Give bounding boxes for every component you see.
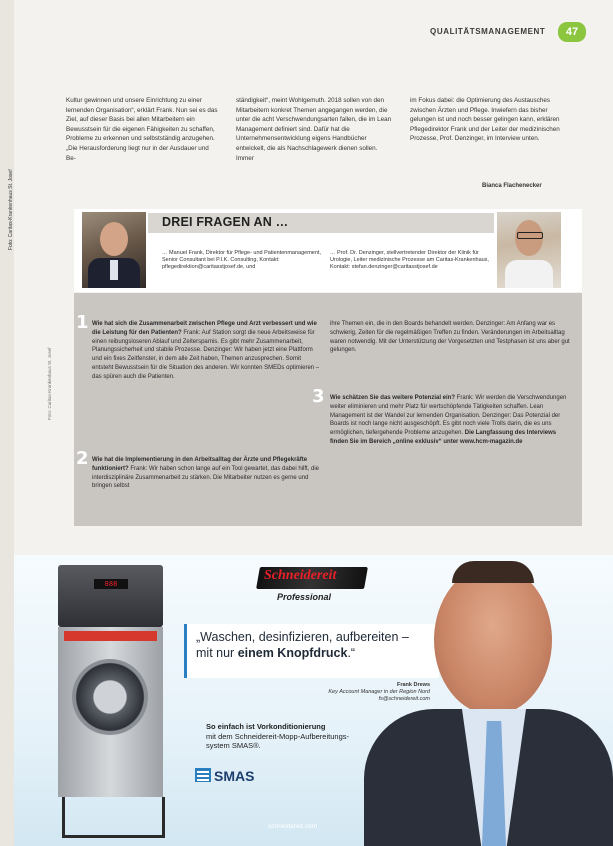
hair-shape bbox=[452, 561, 534, 583]
person-title: Key Account Manager in der Region Nord bbox=[328, 689, 430, 695]
person-subline: fs@schneidereit.com bbox=[378, 696, 430, 702]
quote-emphasis: einem Knopfdruck bbox=[237, 646, 348, 660]
question-number-1: 1 bbox=[76, 312, 89, 333]
article-column-2: ständigkeit“, meint Wohlgemuth. 2018 sollen von den Mitarbeitern konkret Themen angegangen werden, die unter die acht Verschwendungsarten fallen, die im Lean Management definiert sind. Dafür hat die Unternehmensentwicklung eigens Handbücher entwickelt, die als Nachschlagewerk dienen sollen. Immer bbox=[236, 97, 392, 162]
question-2: Wie hat die Implementierung in den Arbeitsalltag der Ärzte und Pflegekräfte funktioniert? bbox=[92, 457, 308, 472]
schneidereit-advertisement bbox=[14, 555, 613, 846]
brand-logo: Schneidereit bbox=[264, 568, 337, 583]
ad-url: schneidereit.com bbox=[268, 823, 318, 830]
portrait-frank bbox=[82, 212, 146, 288]
portrait-denzinger bbox=[497, 212, 561, 288]
machine-top bbox=[58, 565, 163, 627]
qa-1 bbox=[92, 320, 324, 382]
shirt-shape bbox=[110, 260, 118, 280]
photo-credit: Foto: Caritas-Krankenhaus St. Josef bbox=[47, 347, 52, 420]
machine-red-stripe bbox=[64, 631, 157, 641]
article-column-3: im Fokus dabei: die Optimierung des Austausches zwischen Ärzten und Pflege. Inwiefern das bisher gelungen ist und noch besser gelingen kann, erklären Pflegedirektor Frank und der Leiter der medizinischen Prozesse, Prof. Denzinger, im Interview unten. bbox=[410, 97, 560, 143]
quote-line-2: mit nur einem Knopfdruck.“ bbox=[196, 646, 356, 660]
face-shape bbox=[100, 222, 128, 256]
ad-portrait-man bbox=[364, 559, 613, 846]
article-column-1: Kultur gewinnen und unsere Einrichtung zu einer lernenden Organisation“, erklärt Frank. Nun sei es das Ziel, auf dieser Basis bei allen Mitarbeitern ein Bewusstsein für die eigenen Fähigkeiten zu schaffen, Probleme zu erkennen und selbstständig anzugehen. „Die Herausforderung liegt nur in der Ausdauer und Be- bbox=[66, 97, 218, 162]
coat-shape bbox=[505, 260, 553, 288]
author-name: Bianca Flachenecker bbox=[482, 183, 542, 189]
long-version-note: Die Langfassung des Interviews finden Sie im Bereich „online exklusiv“ unter www.hcm-magazin.de bbox=[330, 430, 557, 445]
brand-subtitle: Professional bbox=[277, 592, 332, 602]
side-credit: Foto: Caritas-Krankenhaus St. Josef bbox=[8, 169, 14, 250]
qa-1-continued: ihre Themen ein, die in den Boards behandelt werden. Denzinger: Am Anfang war es schwierig, Zeiten für die regelmäßigen Treffen zu finden. Veränderungen im Arbeitsalltag waren notwendig. Mit der Unterstützung der Vorgesetzten und Testphasen ist uns aber gut gelungen. bbox=[330, 321, 570, 354]
person-name: Frank Drews bbox=[396, 682, 430, 688]
question-3: Wie schätzen Sie das weitere Potenzial ein? bbox=[330, 395, 455, 401]
face-shape bbox=[434, 565, 552, 715]
quote-line-1: „Waschen, desinfizieren, aufbereiten – bbox=[196, 630, 409, 644]
question-number-2: 2 bbox=[76, 448, 89, 469]
page-number: 47 bbox=[558, 22, 586, 42]
machine-display: 888 bbox=[94, 579, 128, 589]
qa-2 bbox=[92, 456, 324, 491]
smas-logo-text: SMAS bbox=[214, 768, 255, 784]
smas-logo bbox=[195, 766, 263, 784]
question-number-3: 3 bbox=[312, 386, 325, 407]
glasses-icon bbox=[517, 232, 543, 239]
section-title: QUALITÄTSMANAGEMENT bbox=[430, 27, 546, 36]
machine-door bbox=[72, 659, 148, 735]
ad-claim: So einfach ist Vorkonditionierung mit dem Schneidereit-Mopp-Aufbereitungs- system SMAS®. bbox=[206, 722, 349, 750]
interviewee-1: … Manuel Frank, Direktor für Pflege- und Patientenmanagement, Senior Consultant bei P.I.K. Consulting, Kontakt: pflegedirektion@caritasstjosef.de, und bbox=[162, 250, 321, 270]
question-1: Wie hat sich die Zusammenarbeit zwischen Pflege und Arzt verbessert und wie die Leistung für den Patienten? bbox=[92, 321, 317, 336]
answer-1: Frank: Auf Station sorgt die neue Arbeitsweise für einen reibungsloseren Ablauf und Zeitersparnis. Es gibt mehr Zusammenarbeit, Planungssicherheit und stabile Prozesse. Denzinger: Wir haben jetzt eine Plattform und ein fixes Zeitfenster, in dem alle Zeit haben, Themen anzusprechen. Somit entsteht Bewusstsein für die Situation des anderen. Wir konnten SMEDs optimieren – das spüren auch die Patienten. bbox=[92, 329, 320, 380]
answer-2: Frank: Wir haben schon lange auf ein Tool gewartet, das dabei hilft, die interdisziplinäre Zusammenarbeit zu stärken. Die Mitarbeiter nutzen es gerne und bringen selbst bbox=[92, 465, 320, 490]
machine-stand bbox=[62, 797, 165, 838]
interviewee-2: … Prof. Dr. Denzinger, stellvertretender Direktor der Klinik für Urologie, Leiter medizinische Prozesse am Caritas-Krankenhaus, Kontakt: stefan.denzinger@caritasstjosef.de bbox=[330, 250, 489, 270]
answer-3: Frank: Wir werden die Verschwendungen weiter eliminieren und mehr Platz für wertschöpfende Tätigkeiten schaffen. Lean Management ist der Wandel zur lernenden Organisation. Denzinger: Das Potenzial der Boards ist noch lange nicht ausgeschöpft. Es gibt noch viele Trolls darin, die es uns ermöglichen, tiefergehende Probleme anzugehen. bbox=[330, 395, 567, 437]
qa-3 bbox=[330, 394, 574, 447]
interview-title: DREI FRAGEN AN … bbox=[162, 215, 289, 229]
washing-machine-image bbox=[58, 565, 163, 835]
